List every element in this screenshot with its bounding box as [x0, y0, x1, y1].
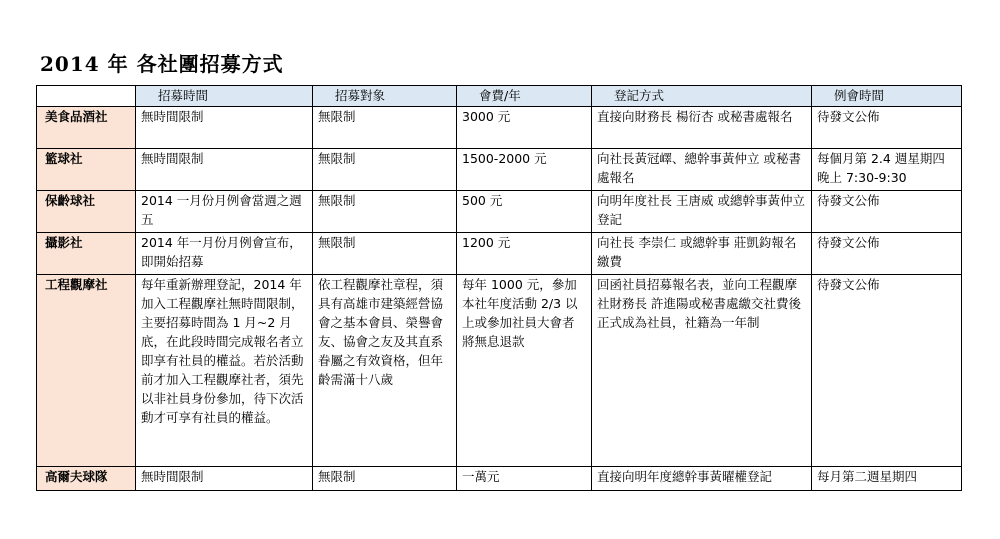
- annual-fee-cell: 3000 元: [457, 107, 592, 149]
- recruit-target-cell: 無限制: [313, 107, 457, 149]
- club-recruitment-table: [36, 85, 962, 491]
- recruit-time-cell: 無時間限制: [136, 149, 313, 191]
- registration-method-cell: 直接向財務長 楊衍杏 或秘書處報名: [592, 107, 812, 149]
- meeting-time-cell: 待發文公佈: [812, 107, 962, 149]
- meeting-time-cell: 待發文公佈: [812, 191, 962, 233]
- recruit-target-cell: 無限制: [313, 467, 457, 491]
- club-name-cell: 工程觀摩社: [37, 275, 136, 467]
- table-row: [37, 467, 962, 491]
- recruit-time-cell: 無時間限制: [136, 467, 313, 491]
- table-row: [37, 191, 962, 233]
- registration-method-cell: 向社長 李崇仁 或總幹事 莊凱鈞報名繳費: [592, 233, 812, 275]
- header-registration-method: 登記方式: [592, 86, 812, 107]
- annual-fee-cell: 一萬元: [457, 467, 592, 491]
- club-name-cell: 籃球社: [37, 149, 136, 191]
- header-annual-fee: 會費/年: [457, 86, 592, 107]
- page-title: 2014 年 各社團招募方式: [40, 52, 284, 76]
- recruit-time-cell: 2014 一月份月例會當週之週五: [136, 191, 313, 233]
- annual-fee-cell: 500 元: [457, 191, 592, 233]
- header-corner-cell: [37, 86, 136, 107]
- recruit-target-cell: 無限制: [313, 149, 457, 191]
- meeting-time-cell: 待發文公佈: [812, 233, 962, 275]
- registration-method-cell: 向社長黃冠嶧、總幹事黃仲立 或秘書處報名: [592, 149, 812, 191]
- annual-fee-cell: 每年 1000 元，參加本社年度活動 2/3 以上或參加社員大會者將無息退款: [457, 275, 592, 467]
- header-recruit-time: 招募時間: [136, 86, 313, 107]
- meeting-time-cell: 每月第二週星期四: [812, 467, 962, 491]
- recruit-target-cell: 無限制: [313, 233, 457, 275]
- table-row: [37, 275, 962, 467]
- club-name-cell: 攝影社: [37, 233, 136, 275]
- table-row: [37, 149, 962, 191]
- header-recruit-target: 招募對象: [313, 86, 457, 107]
- recruit-target-cell: 無限制: [313, 191, 457, 233]
- club-name-cell: 高爾夫球隊: [37, 467, 136, 491]
- recruit-time-cell: 無時間限制: [136, 107, 313, 149]
- club-name-cell: 美食品酒社: [37, 107, 136, 149]
- annual-fee-cell: 1500-2000 元: [457, 149, 592, 191]
- recruit-target-cell: 依工程觀摩社章程，須具有高雄市建築經營協會之基本會員、榮譽會友、協會之友及其直系眷屬之有效資格，但年齡需滿十八歲: [313, 275, 457, 467]
- recruit-time-cell: 2014 年一月份月例會宣布，即開始招募: [136, 233, 313, 275]
- table-header-row: [37, 86, 962, 107]
- club-name-cell: 保齡球社: [37, 191, 136, 233]
- registration-method-cell: 回函社員招募報名表，並向工程觀摩社財務長 許進陽或秘書處繳交社費後正式成為社員，社籍為一年制: [592, 275, 812, 467]
- meeting-time-cell: 每個月第 2.4 週星期四晚上 7:30-9:30: [812, 149, 962, 191]
- recruit-time-cell: 每年重新辦理登記，2014 年加入工程觀摩社無時間限制，主要招募時間為 1 月~2 月底，在此段時間完成報名者立即享有社員的權益。若於活動前才加入工程觀摩社者，須先以非社員身份參加，待下次活動才可享有社員的權益。: [136, 275, 313, 467]
- registration-method-cell: 直接向明年度總幹事黃曜權登記: [592, 467, 812, 491]
- header-meeting-time: 例會時間: [812, 86, 962, 107]
- meeting-time-cell: 待發文公佈: [812, 275, 962, 467]
- annual-fee-cell: 1200 元: [457, 233, 592, 275]
- table-row: [37, 233, 962, 275]
- registration-method-cell: 向明年度社長 王唐威 或總幹事黃仲立登記: [592, 191, 812, 233]
- table-row: [37, 107, 962, 149]
